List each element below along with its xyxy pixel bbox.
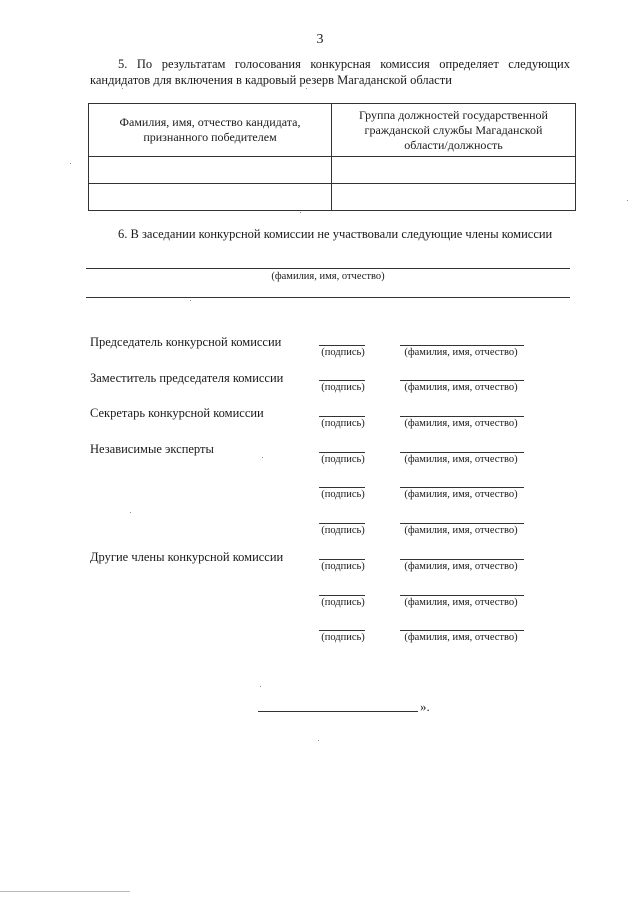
- table-row: [89, 157, 576, 184]
- section-5-text: 5. По результатам голосования конкурсная комиссия определяет следующих кандидатов для включения в кадровый резерв Магаданской области: [90, 57, 570, 87]
- name-line[interactable]: [400, 559, 524, 560]
- signature-caption: (подпись): [321, 525, 365, 536]
- absent-members-line[interactable]: [86, 268, 570, 269]
- signature-line[interactable]: [319, 345, 365, 346]
- scan-speck: [130, 512, 131, 513]
- signature-caption: (подпись): [321, 489, 365, 500]
- scan-speck: [300, 212, 301, 213]
- scan-speck: [190, 300, 191, 301]
- closing-line[interactable]: [258, 711, 418, 712]
- name-caption: (фамилия, имя, отчество): [404, 489, 518, 500]
- scan-speck: [306, 88, 307, 89]
- name-caption: (фамилия, имя, отчество): [404, 418, 518, 429]
- table-row: [89, 184, 576, 211]
- scan-speck: [627, 200, 628, 201]
- section-6-paragraph: [90, 226, 570, 242]
- page-number: 3: [316, 32, 324, 47]
- role-deputy-chairman: Заместитель председателя комиссии: [90, 371, 284, 385]
- name-line[interactable]: [400, 416, 524, 417]
- absent-members-caption: (фамилия, имя, отчество): [271, 271, 385, 282]
- scan-speck: [318, 740, 319, 741]
- name-line[interactable]: [400, 345, 524, 346]
- role-other-members: Другие члены конкурсной комиссии: [90, 550, 284, 564]
- signature-line[interactable]: [319, 452, 365, 453]
- closing-quote: ».: [420, 699, 430, 714]
- name-caption: (фамилия, имя, отчество): [404, 632, 518, 643]
- name-caption: (фамилия, имя, отчество): [404, 347, 518, 358]
- signature-line[interactable]: [319, 416, 365, 417]
- signature-line[interactable]: [319, 559, 365, 560]
- name-line[interactable]: [400, 523, 524, 524]
- reserve-candidates-table: [88, 103, 576, 211]
- table-cell[interactable]: [332, 184, 576, 211]
- signature-line[interactable]: [319, 487, 365, 488]
- scan-edge-line: [0, 891, 130, 892]
- name-line[interactable]: [400, 630, 524, 631]
- name-line[interactable]: [400, 595, 524, 596]
- role-secretary: Секретарь конкурсной комиссии: [90, 406, 264, 420]
- signature-caption: (подпись): [321, 454, 365, 465]
- name-caption: (фамилия, имя, отчество): [404, 561, 518, 572]
- scan-speck: [262, 457, 263, 458]
- name-caption: (фамилия, имя, отчество): [404, 454, 518, 465]
- signature-line[interactable]: [319, 595, 365, 596]
- scan-speck: [122, 88, 123, 89]
- table-cell[interactable]: [89, 184, 332, 211]
- name-caption: (фамилия, имя, отчество): [404, 382, 518, 393]
- signature-caption: (подпись): [321, 561, 365, 572]
- role-independent-experts: Независимые эксперты: [90, 442, 214, 456]
- role-chairman: Председатель конкурсной комиссии: [90, 335, 282, 349]
- name-line[interactable]: [400, 380, 524, 381]
- signature-caption: (подпись): [321, 382, 365, 393]
- signature-line[interactable]: [319, 380, 365, 381]
- table-cell[interactable]: [332, 157, 576, 184]
- signature-line[interactable]: [319, 630, 365, 631]
- table-header-candidate: Фамилия, имя, отчество кандидата, признанного победителем: [89, 104, 332, 157]
- name-line[interactable]: [400, 452, 524, 453]
- absent-members-line-2[interactable]: [86, 297, 570, 298]
- scan-speck: [70, 163, 71, 164]
- table-cell[interactable]: [89, 157, 332, 184]
- section-5-paragraph: [90, 56, 570, 88]
- table-header-row: [89, 104, 576, 157]
- name-line[interactable]: [400, 487, 524, 488]
- section-6-text: 6. В заседании конкурсной комиссии не участвовали следующие члены комиссии: [118, 227, 553, 241]
- signature-caption: (подпись): [321, 418, 365, 429]
- table-header-position-group: Группа должностей государственной гражданской службы Магаданской области/должность: [332, 104, 576, 157]
- signature-caption: (подпись): [321, 597, 365, 608]
- name-caption: (фамилия, имя, отчество): [404, 597, 518, 608]
- signature-caption: (подпись): [321, 347, 365, 358]
- scan-speck: [260, 686, 261, 687]
- signature-caption: (подпись): [321, 632, 365, 643]
- signature-line[interactable]: [319, 523, 365, 524]
- name-caption: (фамилия, имя, отчество): [404, 525, 518, 536]
